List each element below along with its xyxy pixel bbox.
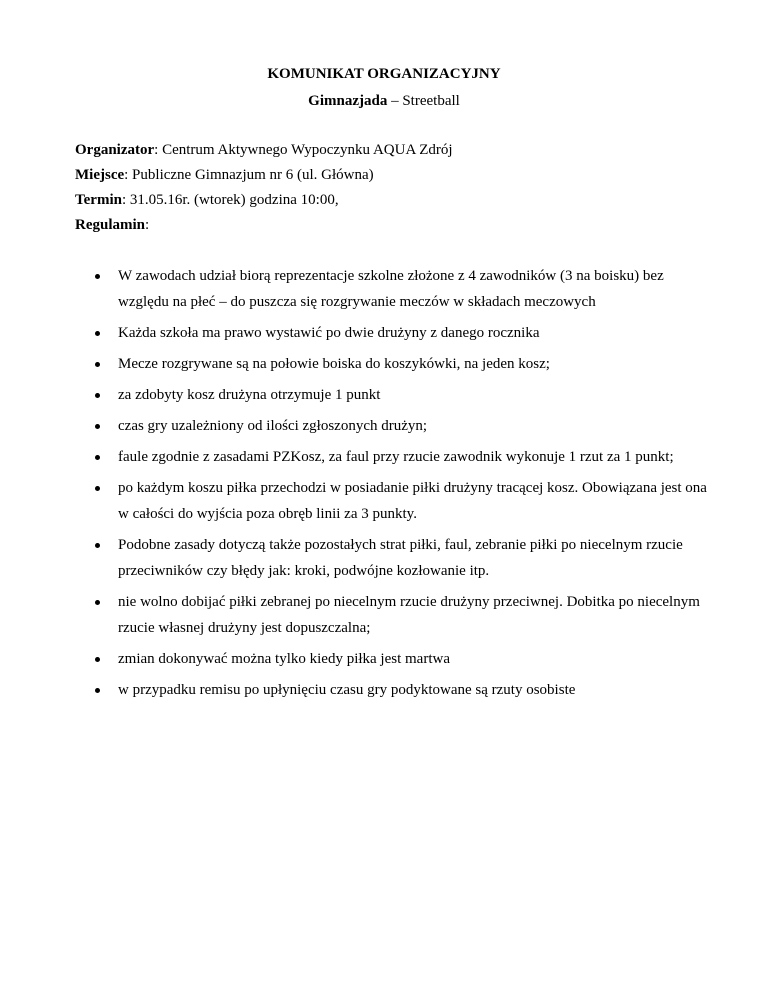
bullet-icon <box>95 657 100 662</box>
list-item <box>75 413 715 439</box>
event-name: Gimnazjada <box>308 93 388 109</box>
rule-text: za zdobyty kosz drużyna otrzymuje 1 punkt <box>118 387 381 403</box>
rules-colon: : <box>145 217 150 233</box>
bullet-icon <box>95 455 100 460</box>
rule-text: Podobne zasady dotyczą także pozostałych strat piłki, faul, zebranie piłki po niecelnym rzucie przeciwników czy błędy jak: kroki, podwójne kozłowanie itp. <box>118 537 683 579</box>
rules-label: Regulamin <box>75 217 146 233</box>
place-value: : Publiczne Gimnazjum nr 6 (ul. Główna) <box>124 167 374 183</box>
place-label: Miejsce <box>75 167 125 183</box>
document-subtitle <box>0 91 768 111</box>
list-item <box>75 589 715 641</box>
bullet-icon <box>95 424 100 429</box>
date-value: : 31.05.16r. (wtorek) godzina 10:00, <box>121 192 339 208</box>
place-line <box>75 165 374 185</box>
rule-text: faule zgodnie z zasadami PZKosz, za faul przy rzucie zawodnik wykonuje 1 rzut za 1 punkt; <box>118 449 674 465</box>
rule-text: czas gry uzależniony od ilości zgłoszonych drużyn; <box>118 418 428 434</box>
event-discipline: – Streetball <box>387 93 460 109</box>
rule-text: Mecze rozgrywane są na połowie boiska do koszykówki, na jeden kosz; <box>118 356 550 372</box>
list-item <box>75 475 715 527</box>
rules-list <box>75 263 715 708</box>
organizer-line <box>75 140 453 160</box>
list-item <box>75 320 715 346</box>
list-item <box>75 351 715 377</box>
organizer-value: : Centrum Aktywnego Wypoczynku AQUA Zdrój <box>154 142 453 158</box>
list-item <box>75 532 715 584</box>
rule-text: nie wolno dobijać piłki zebranej po niecelnym rzucie drużyny przeciwnej. Dobitka po niecelnym rzucie własnej drużyny jest dopuszczalna; <box>118 594 700 636</box>
list-item <box>75 382 715 408</box>
bullet-icon <box>95 274 100 279</box>
list-item <box>75 677 715 703</box>
date-label: Termin <box>75 192 122 208</box>
bullet-icon <box>95 600 100 605</box>
rule-text: w przypadku remisu po upłynięciu czasu gry podyktowane są rzuty osobiste <box>118 682 576 698</box>
list-item <box>75 263 715 315</box>
document-title: KOMUNIKAT ORGANIZACYJNY <box>267 66 501 82</box>
rule-text: po każdym koszu piłka przechodzi w posiadanie piłki drużyny tracącej kosz. Obowiązana jest ona w całości do wyjścia poza obręb linii za 3 punkty. <box>118 480 707 522</box>
date-line <box>75 190 339 210</box>
bullet-icon <box>95 362 100 367</box>
bullet-icon <box>95 393 100 398</box>
list-item <box>75 444 715 470</box>
list-item <box>75 646 715 672</box>
bullet-icon <box>95 688 100 693</box>
rules-heading <box>75 215 149 235</box>
rule-text: W zawodach udział biorą reprezentacje szkolne złożone z 4 zawodników (3 na boisku) bez względu na płeć – do puszcza się rozgrywanie meczów w składach meczowych <box>118 268 664 310</box>
rule-text: Każda szkoła ma prawo wystawić po dwie drużyny z danego rocznika <box>118 325 540 341</box>
organizer-label: Organizator <box>75 142 155 158</box>
rule-text: zmian dokonywać można tylko kiedy piłka jest martwa <box>118 651 450 667</box>
bullet-icon <box>95 331 100 336</box>
bullet-icon <box>95 486 100 491</box>
bullet-icon <box>95 543 100 548</box>
